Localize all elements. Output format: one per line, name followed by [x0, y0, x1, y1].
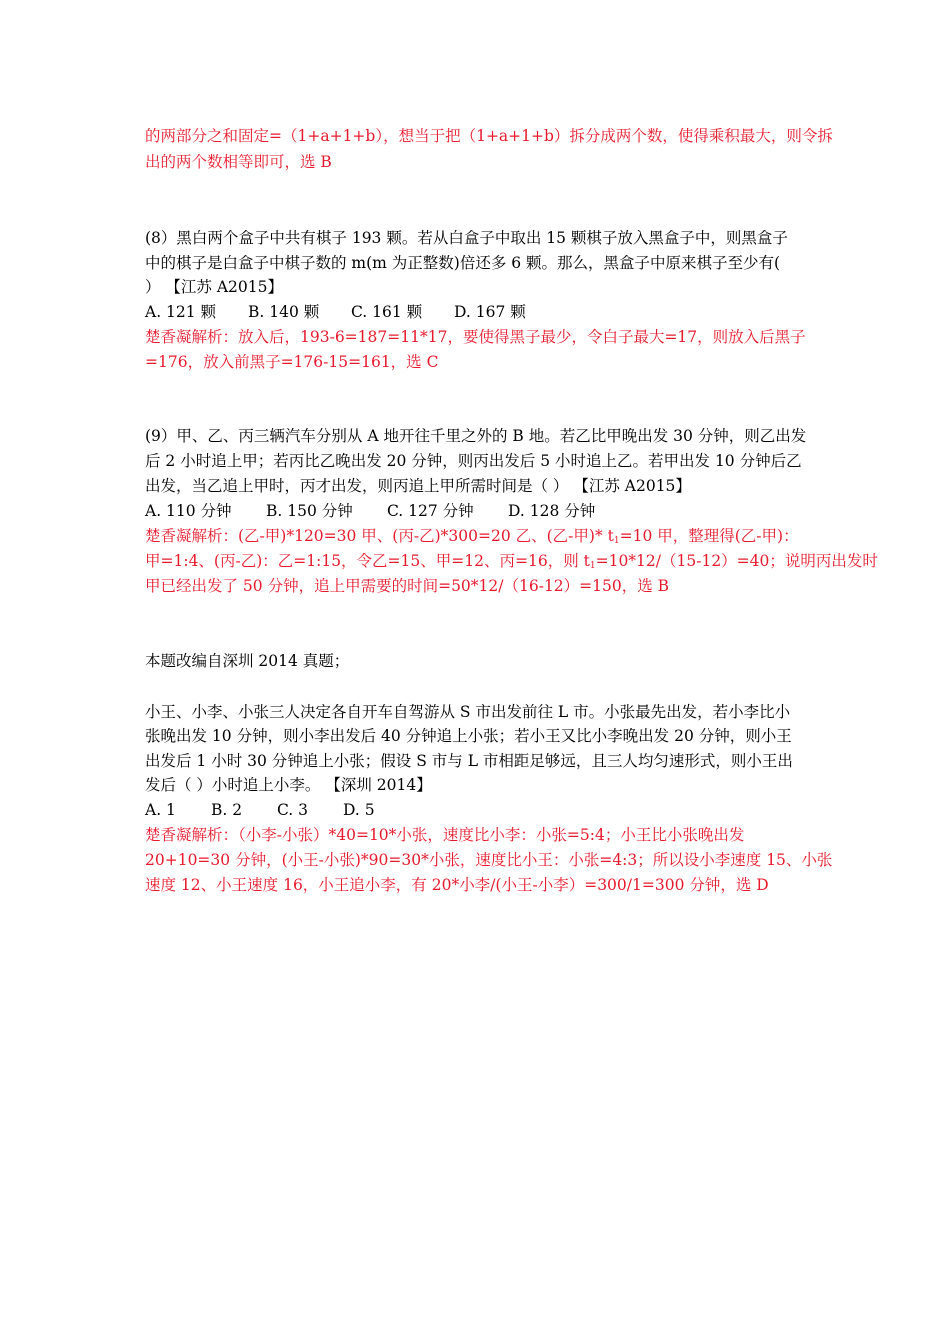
q8-options: [145, 300, 815, 324]
q9-stem-line-2: 后 2 小时追上甲；若丙比乙晚出发 20 分钟，则丙出发后 5 小时追上乙。若甲出发 10 分钟后乙: [145, 452, 802, 470]
q8-stem-line-2: 中的棋子是白盒子中棋子数的 m(m 为正整数)倍还多 6 颗。那么，黑盒子中原来棋子至少有(: [145, 254, 781, 272]
q9-analysis-2-text: 甲=1:4、(丙-乙)：乙=1:15，令乙=15、甲=12、丙=16，则 t: [145, 552, 590, 570]
q10-option-a: A. 1: [145, 801, 176, 819]
q8-option-b: B. 140 颗: [248, 303, 320, 321]
q9-analysis-1-subscript: 1: [613, 536, 620, 546]
q10-stem-line-3: 出发后 1 小时 30 分钟追上小张；假设 S 市与 L 市相距足够远，且三人均匀速形式，则小王出: [145, 752, 793, 770]
q10-option-c: C. 3: [277, 801, 309, 819]
q8-option-d: D. 167 颗: [454, 303, 526, 321]
q10-analysis-line-1: 楚香凝解析：（小李-小张）*40=10*小张，速度比小李：小张=5:4；小王比小张晚出发: [145, 826, 745, 844]
q9-analysis-1-text: 楚香凝解析：(乙-甲)*120=30 甲、(丙-乙)*300=20 乙、(乙-甲)* t: [145, 527, 614, 545]
q9-option-a: A. 110 分钟: [145, 502, 232, 520]
q8-stem-line-1: (8）黑白两个盒子中共有棋子 193 颗。若从白盒子中取出 15 颗棋子放入黑盒子中，则黑盒子: [145, 229, 788, 247]
q9-stem-line-3: 出发，当乙追上甲时，丙才出发，则丙追上甲所需时间是（ ） 【江苏 A2015】: [145, 477, 691, 495]
q9-analysis-2-subscript: 1: [589, 561, 596, 571]
q9-stem-line-1: (9）甲、乙、丙三辆汽车分别从 A 地开往千里之外的 B 地。若乙比甲晚出发 30 分钟，则乙出发: [145, 427, 807, 445]
q10-analysis-line-2: 20+10=30 分钟，(小王-小张)*90=30*小张，速度比小王：小张=4:3；所以设小李速度 15、小张: [145, 851, 833, 869]
q9-analysis-line-3: 甲已经出发了 50 分钟，追上甲需要的时间=50*12/（16-12）=150，选 B: [145, 577, 670, 595]
q8-analysis-line-2: =176，放入前黑子=176-15=161，选 C: [145, 353, 439, 371]
q10-stem-line-1: 小王、小李、小张三人决定各自开车自驾游从 S 市出发前往 L 市。小张最先出发，若小李比小: [145, 703, 791, 721]
q8-stem-line-3: ） 【江苏 A2015】: [145, 278, 283, 296]
q9-option-c: C. 127 分钟: [387, 502, 474, 520]
q10-option-b: B. 2: [211, 801, 243, 819]
q10-stem-line-4: 发后（ ）小时追上小李。 【深圳 2014】: [145, 776, 432, 794]
q8-option-c: C. 161 颗: [351, 303, 423, 321]
q10-stem-line-2: 张晚出发 10 分钟，则小李出发后 40 分钟追上小张；若小王又比小李晚出发 20 分钟，则小王: [145, 727, 792, 745]
q9-analysis-2-tail: =10*12/（15-12）=40；说明丙出发时: [595, 552, 878, 570]
q8-option-a: A. 121 颗: [145, 303, 217, 321]
prev-answer-line-1: 的两部分之和固定=（1+a+1+b），想当于把（1+a+1+b）拆分成两个数，使得乘积最大，则令拆: [145, 127, 833, 145]
q10-analysis-line-3: 速度 12、小王速度 16，小王追小李，有 20*小李/(小王-小李）=300/1=300 分钟，选 D: [145, 876, 769, 894]
source-note: 本题改编自深圳 2014 真题；: [145, 652, 350, 670]
q9-analysis-1-tail: =10 甲，整理得(乙-甲)：: [619, 527, 799, 545]
q9-option-d: D. 128 分钟: [508, 502, 596, 520]
q8-analysis-line-1: 楚香凝解析：放入后，193-6=187=11*17，要使得黑子最少，令白子最大=17，则放入后黑子: [145, 328, 806, 346]
prev-answer-line-2: 出的两个数相等即可，选 B: [145, 153, 332, 171]
q10-options: [145, 798, 815, 822]
q10-option-d: D. 5: [343, 801, 375, 819]
q9-option-b: B. 150 分钟: [266, 502, 353, 520]
q9-options: [145, 499, 815, 523]
